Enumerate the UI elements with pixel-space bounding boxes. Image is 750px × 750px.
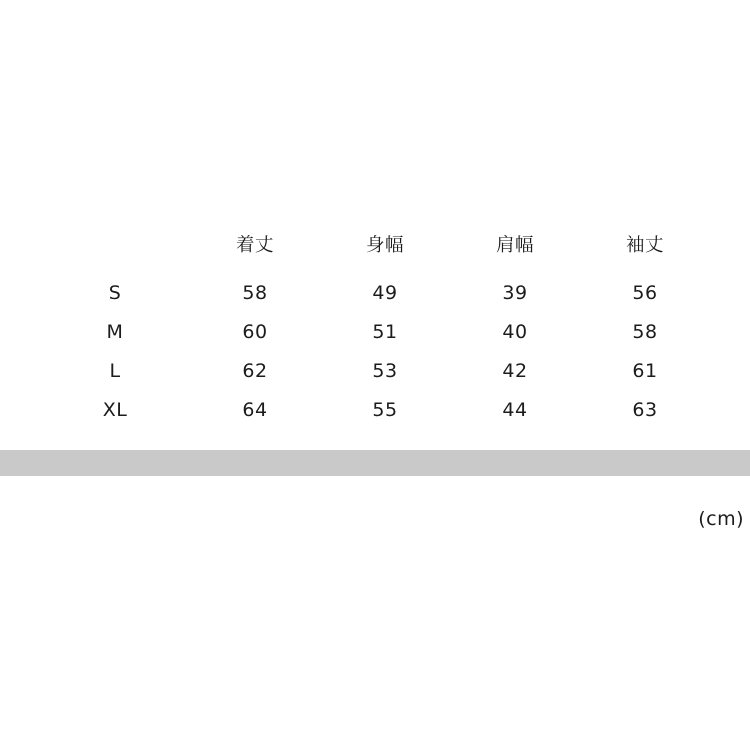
cell-length: 64 — [242, 398, 268, 421]
row-label-size: S — [108, 281, 122, 304]
table-body — [40, 273, 710, 429]
table-row — [40, 351, 710, 390]
table-row — [40, 312, 710, 351]
column-header-sleeve-length: 袖丈 — [625, 235, 664, 256]
cell-shoulder-width: 44 — [502, 398, 528, 421]
cell-length: 58 — [242, 281, 268, 304]
column-header-corner — [40, 215, 190, 273]
column-header-shoulder-width: 肩幅 — [495, 235, 534, 256]
table-header — [40, 215, 710, 273]
unit-note: (cm) — [698, 508, 744, 530]
cell-chest-width: 55 — [372, 398, 398, 421]
size-measurement-table — [40, 215, 710, 429]
cell-shoulder-width: 39 — [502, 281, 528, 304]
cell-sleeve-length: 58 — [632, 320, 658, 343]
table-row — [40, 390, 710, 429]
cell-chest-width: 51 — [372, 320, 398, 343]
cell-shoulder-width: 42 — [502, 359, 528, 382]
table-row — [40, 273, 710, 312]
cell-sleeve-length: 63 — [632, 398, 658, 421]
cell-sleeve-length: 56 — [632, 281, 658, 304]
cell-chest-width: 53 — [372, 359, 398, 382]
cell-sleeve-length: 61 — [632, 359, 658, 382]
column-header-length: 着丈 — [235, 235, 274, 256]
divider-band — [0, 450, 750, 476]
row-label-size: L — [109, 359, 121, 382]
cell-length: 60 — [242, 320, 268, 343]
column-header-chest-width: 身幅 — [365, 235, 404, 256]
cell-shoulder-width: 40 — [502, 320, 528, 343]
row-label-size: M — [106, 320, 124, 343]
cell-length: 62 — [242, 359, 268, 382]
table-header-row — [40, 215, 710, 273]
cell-chest-width: 49 — [372, 281, 398, 304]
row-label-size: XL — [102, 398, 128, 421]
